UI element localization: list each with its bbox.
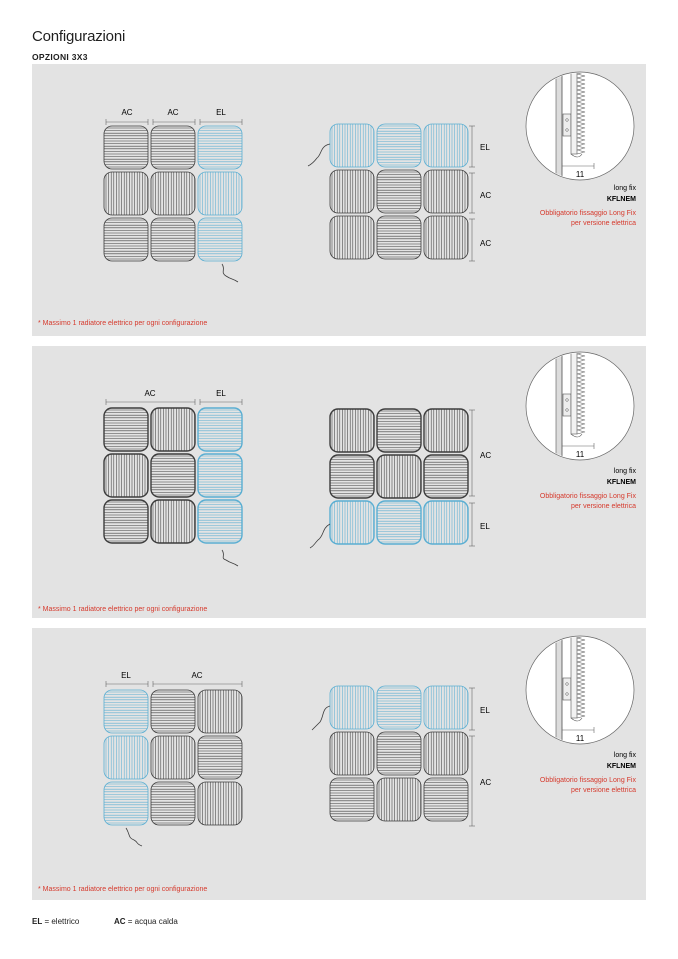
radiator-tile [198, 690, 242, 733]
radiator-tile [377, 216, 421, 259]
detail-illustration [526, 346, 634, 466]
radiator-tile [330, 778, 374, 821]
detail-note-1: Obbligatorio fissaggio Long Fix [539, 493, 636, 500]
radiator-tile [377, 409, 421, 452]
radiator-tile [424, 409, 468, 452]
radiator-tile [151, 454, 195, 497]
radiator-tile [198, 126, 242, 169]
radiator-tile [330, 686, 374, 729]
radiator-tile [330, 455, 374, 498]
dim-label-right-2: AC [480, 191, 492, 200]
power-cable [222, 264, 238, 282]
radiator-tile [104, 690, 148, 733]
power-cable [222, 550, 238, 566]
right-grid [312, 686, 475, 826]
radiator-tile [424, 778, 468, 821]
radiator-tile [198, 736, 242, 779]
detail-note-2: per versione elettrica [571, 503, 636, 510]
footnote: * Massimo 1 radiatore elettrico per ogni configurazione [38, 886, 208, 893]
power-cable [126, 828, 142, 846]
radiator-tile [198, 500, 242, 543]
radiator-tile [151, 782, 195, 825]
footnote: * Massimo 1 radiatore elettrico per ogni configurazione [38, 320, 208, 327]
left-grid [104, 399, 242, 566]
dim-label-2: AC [167, 108, 179, 117]
radiator-tile [151, 736, 195, 779]
detail-code: KFLNEM [606, 479, 636, 486]
power-cable [308, 144, 330, 166]
radiator-tile [104, 126, 148, 169]
detail-illustration [526, 630, 634, 750]
radiator-tile [424, 732, 468, 775]
footnote: * Massimo 1 radiatore elettrico per ogni configurazione [38, 606, 208, 613]
radiator-tile [424, 455, 468, 498]
radiator-tile [104, 500, 148, 543]
radiator-tile [198, 218, 242, 261]
detail-caption: long fix [613, 185, 636, 192]
radiator-tile [198, 408, 242, 451]
dim-label-right-2: AC [480, 778, 492, 787]
panel-3-drawing [32, 628, 646, 900]
panel-2-drawing [32, 346, 646, 618]
left-grid [104, 119, 242, 282]
power-cable [312, 706, 330, 730]
left-grid [104, 681, 242, 846]
radiator-tile [151, 218, 195, 261]
page-title: Configurazioni [32, 28, 126, 45]
dim-label-1: AC [121, 108, 133, 117]
dim-label-1: AC [144, 389, 156, 398]
detail-dimension: 11 [575, 170, 585, 179]
radiator-tile [104, 172, 148, 215]
legend-el-key: EL [32, 917, 43, 926]
detail-illustration [526, 66, 634, 186]
detail-dimension: 11 [575, 734, 585, 743]
page-subtitle: OPZIONI 3X3 [32, 52, 88, 62]
radiator-tile [330, 170, 374, 213]
dim-label-2: EL [216, 389, 226, 398]
detail-dimension: 11 [575, 450, 585, 459]
detail-caption: long fix [613, 752, 636, 759]
dim-label-right-1: AC [480, 451, 492, 460]
radiator-tile [330, 124, 374, 167]
radiator-tile [330, 501, 374, 544]
radiator-tile [330, 216, 374, 259]
legend-hot-water [114, 917, 178, 926]
radiator-tile [151, 690, 195, 733]
dim-label-right-1: EL [480, 706, 490, 715]
radiator-tile [198, 454, 242, 497]
detail-code: KFLNEM [606, 763, 636, 770]
radiator-tile [151, 408, 195, 451]
dim-label-1: EL [121, 671, 131, 680]
panel-1-drawing [32, 64, 646, 336]
detail-note-2: per versione elettrica [571, 787, 636, 794]
right-grid [310, 409, 475, 548]
configuration-panel-3 [32, 628, 646, 900]
radiator-tile [198, 782, 242, 825]
radiator-tile [377, 124, 421, 167]
radiator-tile [424, 216, 468, 259]
radiator-tile [377, 170, 421, 213]
radiator-tile [424, 501, 468, 544]
radiator-tile [377, 778, 421, 821]
radiator-tile [104, 454, 148, 497]
legend-ac-text: = acqua calda [125, 917, 178, 926]
radiator-tile [330, 409, 374, 452]
power-cable [310, 524, 330, 548]
radiator-tile [151, 172, 195, 215]
radiator-tile [104, 408, 148, 451]
legend-ac-key: AC [114, 917, 126, 926]
radiator-tile [104, 736, 148, 779]
radiator-tile [424, 686, 468, 729]
radiator-tile [424, 170, 468, 213]
configuration-panel-2 [32, 346, 646, 618]
radiator-tile [330, 732, 374, 775]
radiator-tile [151, 126, 195, 169]
radiator-tile [377, 686, 421, 729]
radiator-tile [424, 124, 468, 167]
radiator-tile [104, 782, 148, 825]
detail-note-1: Obbligatorio fissaggio Long Fix [539, 777, 636, 784]
radiator-tile [377, 455, 421, 498]
legend-electric [32, 917, 79, 926]
radiator-tile [377, 732, 421, 775]
radiator-tile [377, 501, 421, 544]
dim-label-2: AC [191, 671, 203, 680]
dim-label-right-2: EL [480, 522, 490, 531]
detail-note-1: Obbligatorio fissaggio Long Fix [539, 210, 636, 217]
dim-label-right-3: AC [480, 239, 492, 248]
detail-code: KFLNEM [606, 196, 636, 203]
radiator-tile [198, 172, 242, 215]
detail-caption: long fix [613, 468, 636, 475]
radiator-tile [151, 500, 195, 543]
dim-label-3: EL [216, 108, 226, 117]
detail-note-2: per versione elettrica [571, 220, 636, 227]
radiator-tile [104, 218, 148, 261]
dim-label-right-1: EL [480, 143, 490, 152]
legend-el-text: = elettrico [42, 917, 80, 926]
right-grid [308, 124, 475, 261]
configuration-panel-1 [32, 64, 646, 336]
